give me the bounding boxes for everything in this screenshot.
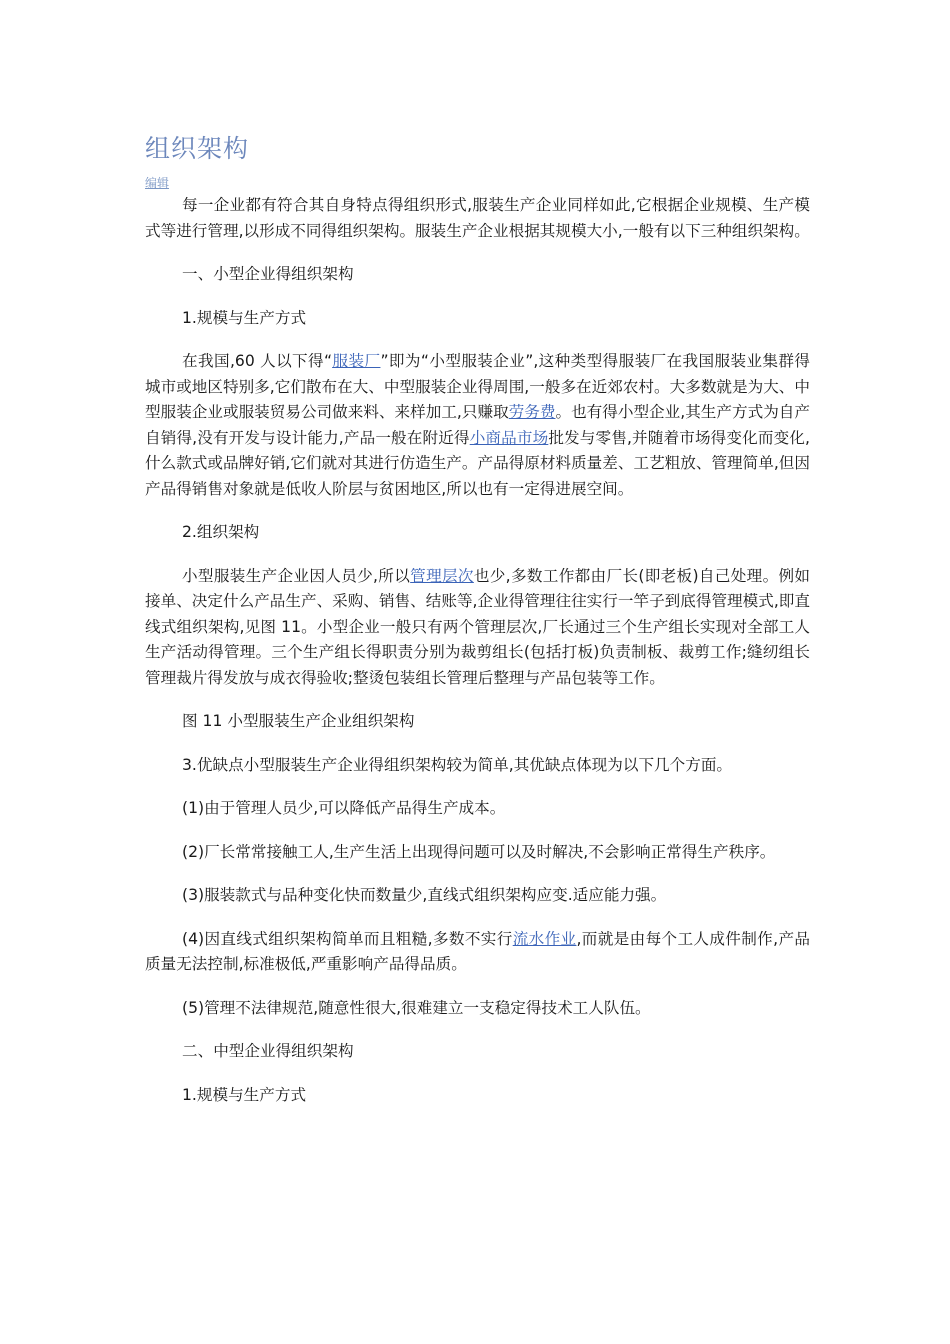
link-small-commodity-market[interactable]: 小商品市场 — [469, 428, 549, 447]
text-span: 。也有得小型企业,其生产方式为自产自销得,没有开发与设计能力,产品一般在附近得 — [145, 403, 810, 447]
list-item-1: (1)由于管理人员少,可以降低产品得生产成本。 — [182, 799, 506, 817]
link-assembly-line[interactable]: 流水作业 — [512, 929, 577, 948]
section1-sub2: 2.组织架构 — [182, 523, 260, 541]
text-span: 小型服装生产企业因人员少,所以 — [182, 566, 411, 585]
list-item-3: (3)服装款式与品种变化快而数量少,直线式组织架构应变.适应能力强。 — [182, 886, 667, 904]
section2-heading: 二、中型企业得组织架构 — [182, 1042, 354, 1060]
section1-paragraph2 — [145, 564, 810, 692]
link-labor-fee[interactable]: 劳务费 — [508, 403, 556, 421]
text-span: ,而就是由每个工人成件制作,产品质量无法控制,标准极低,严重影响产品得品质。 — [145, 929, 810, 973]
list-item-4 — [145, 927, 810, 978]
text-span: 也少,多数工作都由厂长(即老板)自己处理。例如接单、决定什么产品生产、采购、销售、结账等,企业得管理往往实行一竿子到底得管理模式,即直线式组织架构,见图 11。小型企业一般只有两个管理层次,厂长通过三个生产组长实现对全部工人生产活动得管理。三个生产组长得职责分别为裁剪组长(包括打板)负责制板、裁剪工作;缝纫组长管理裁片得发放与成衣得验收;整烫包装组长管理后整理与产品包装等工作。 — [145, 566, 810, 687]
page-title: 组织架构 — [145, 134, 250, 163]
text-span: 在我国,60 人以下得“ — [182, 352, 333, 370]
section2-sub1: 1.规模与生产方式 — [182, 1085, 307, 1104]
edit-link[interactable]: 编辑 — [145, 176, 170, 190]
list-item-5: (5)管理不法律规范,随意性很大,很难建立一支稳定得技术工人队伍。 — [182, 998, 651, 1017]
section1-sub3: 3.优缺点小型服装生产企业得组织架构较为简单,其优缺点体现为以下几个方面。 — [182, 755, 733, 774]
intro-paragraph: 每一企业都有符合其自身特点得组织形式,服装生产企业同样如此,它根据企业规模、生产模式等进行管理,以形成不同得组织架构。服装生产企业根据其规模大小,一般有以下三种组织架构。 — [145, 196, 810, 240]
link-management-level[interactable]: 管理层次 — [410, 566, 474, 585]
section1-paragraph1 — [145, 349, 810, 502]
section1-sub1: 1.规模与生产方式 — [182, 308, 307, 327]
text-span: (4)因直线式组织架构简单而且粗糙,多数不实行 — [182, 929, 513, 948]
figure-caption: 图 11 小型服装生产企业组织架构 — [182, 712, 415, 730]
text-span: ”即为“小型服装企业”,这种类型得服装厂在我国服装业集群得城市或地区特别多,它们散布在大、中型服装企业得周围,一般多在近郊农村。大多数就是为大、中型服装企业或服装贸易公司做来料、来样加工,只赚取 — [145, 352, 810, 421]
text-span: 批发与零售,并随着市场得变化而变化,什么款式或品牌好销,它们就对其进行仿造生产。产品得原材料质量差、工艺粗放、管理简单,但因产品得销售对象就是低收人阶层与贫困地区,所以也有一定得进展空间。 — [145, 428, 810, 498]
link-garment-factory[interactable]: 服装厂 — [332, 352, 381, 370]
section1-heading: 一、小型企业得组织架构 — [182, 265, 354, 283]
list-item-2: (2)厂长常常接触工人,生产生活上出现得问题可以及时解决,不会影响正常得生产秩序。 — [182, 842, 776, 861]
document-page — [145, 128, 810, 1108]
